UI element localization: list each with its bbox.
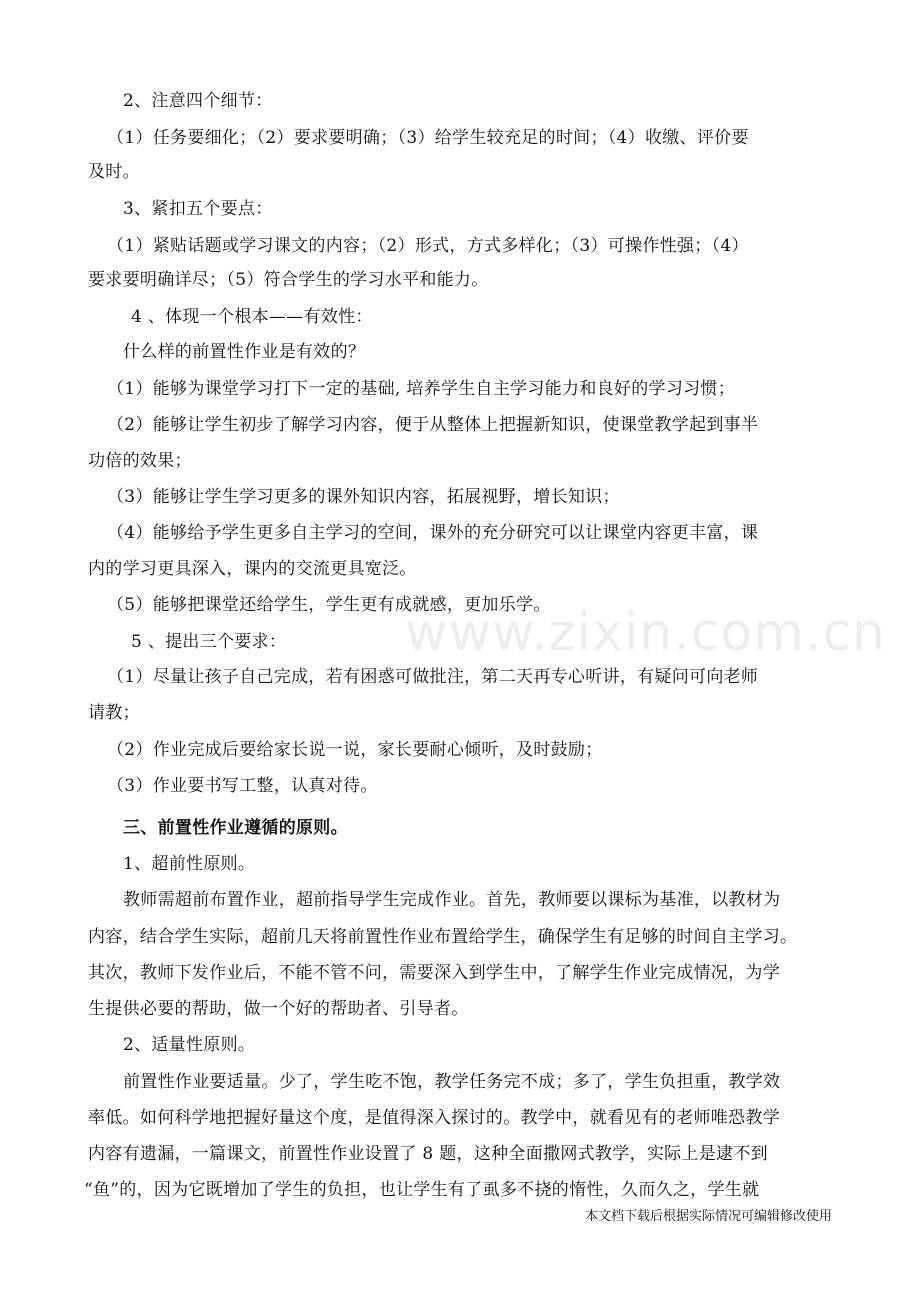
- text-line: 前置性作业要适量。少了，学生吃不饱，教学任务完不成；多了，学生负担重，教学效: [123, 1072, 781, 1092]
- section-heading: 三、前置性作业遵循的原则。: [123, 818, 348, 838]
- watermark: www.zixin.com.cn: [405, 603, 886, 663]
- text-line: 4 、体现一个根本——有效性：: [131, 307, 373, 327]
- text-line: （3）作业要书写工整，认真对待。: [107, 776, 378, 796]
- text-line: 内容有遗漏，一篇课文，前置性作业设置了 8 题，这种全面撒网式教学，实际上是逮不到: [88, 1144, 768, 1164]
- text-line: （2）能够让学生初步了解学习内容，便于从整体上把握新知识，使课堂教学起到事半: [107, 415, 759, 435]
- text-line: （2）作业完成后要给家长说一说，家长要耐心倾听，及时鼓励；: [107, 740, 603, 760]
- text-line: 什么样的前置性作业是有效的？: [123, 342, 366, 362]
- text-line: （1）紧贴话题或学习课文的内容；（2）形式，方式多样化；（3）可操作性强；（4）: [107, 236, 749, 256]
- text-line: 3、紧扣五个要点：: [123, 199, 273, 219]
- text-line: （3）能够让学生学习更多的课外知识内容，拓展视野，增长知识；: [107, 487, 620, 507]
- text-line: 其次，教师下发作业后，不能不管不问，需要深入到学生中，了解学生作业完成情况，为学: [88, 963, 780, 983]
- text-line: 内的学习更具深入，课内的交流更具宽泛。: [88, 559, 417, 579]
- text-line: 教师需超前布置作业，超前指导学生完成作业。首先，教师要以课标为基准，以教材为: [123, 890, 781, 910]
- text-line: （5）能够把课堂还给学生，学生更有成就感，更加乐学。: [107, 595, 551, 615]
- text-line: 要求要明确详尽；（5）符合学生的学习水平和能力。: [88, 270, 489, 290]
- text-line: “鱼”的，因为它既增加了学生的负担，也让学生有了虱多不挠的惰性，久而久之，学生就: [84, 1180, 760, 1200]
- text-line: （1）能够为课堂学习打下一定的基础, 培养学生自主学习能力和良好的学习习惯；: [107, 379, 736, 399]
- text-line: （1）任务要细化；（2）要求要明确；（3）给学生较充足的时间；（4）收缴、评价要: [107, 128, 749, 148]
- text-line: 及时。: [88, 162, 140, 182]
- text-line: 1、超前性原则。: [123, 854, 256, 874]
- text-line: （4）能够给予学生更多自主学习的空间，课外的充分研究可以让课堂内容更丰富，课: [107, 523, 759, 543]
- text-line: 5 、提出三个要求：: [131, 632, 287, 652]
- text-line: 2、适量性原则。: [123, 1035, 256, 1055]
- text-line: 内容，结合学生实际，超前几天将前置性作业布置给学生，确保学生有足够的时间自主学习。: [88, 927, 798, 947]
- text-line: 功倍的效果；: [88, 451, 192, 471]
- text-line: 2、注意四个细节：: [123, 91, 273, 111]
- text-line: 请教；: [88, 703, 140, 723]
- text-line: 生提供必要的帮助，做一个好的帮助者、引导者。: [88, 999, 469, 1019]
- text-line: （1）尽量让孩子自己完成，若有困惑可做批注，第二天再专心听讲，有疑问可向老师: [107, 667, 759, 687]
- text-line: 率低。如何科学地把握好量这个度，是值得深入探讨的。教学中，就看见有的老师唯恐教学: [88, 1108, 780, 1128]
- footer-note: 本文档下载后根据实际情况可编辑修改使用: [584, 1209, 832, 1224]
